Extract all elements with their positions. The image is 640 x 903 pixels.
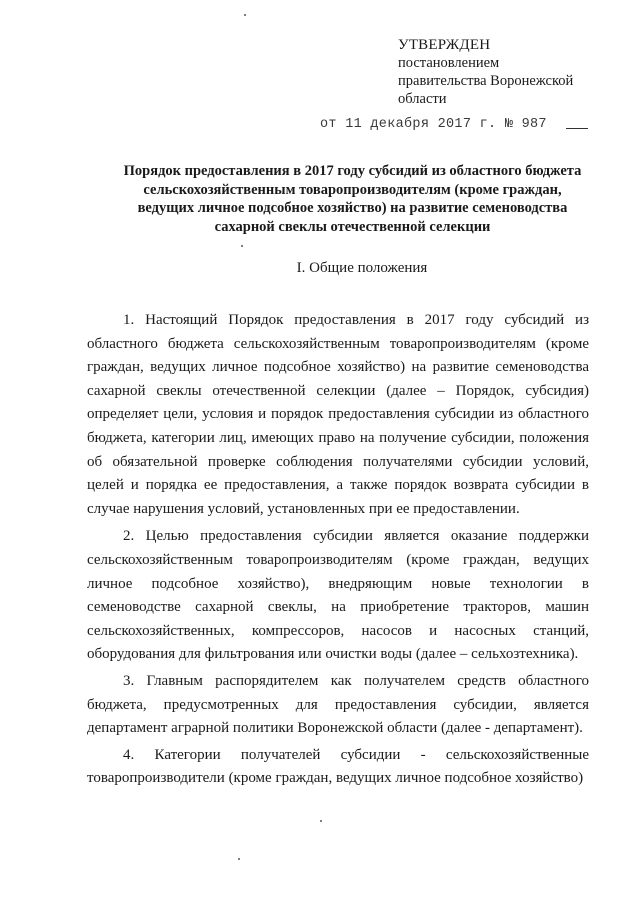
- scan-speck: [244, 14, 246, 16]
- approval-line-1: постановлением: [398, 55, 500, 71]
- scan-speck: [320, 820, 322, 822]
- paragraph-4: 4. Категории получателей субсидии - сельскохозяйственные товаропроизводители (кроме граждан, ведущих личное подсобное хозяйство): [87, 746, 589, 787]
- document-body: [87, 309, 589, 794]
- paragraph-3: 3. Главным распорядителем как получателем средств областного бюджета, предусмотренных для предоставления субсидии, является департамент аграрной политики Воронежской области (далее - департамент).: [87, 672, 589, 737]
- paragraph-1: 1. Настоящий Порядок предоставления в 2017 году субсидий из областного бюджета сельскохозяйственным товаропроизводителям (кроме граждан, ведущих личное подсобное хозяйство) на развитие семеноводства сахарной свеклы отечественной селекции (далее – Порядок, субсидия) определяет цели, условия и порядок предоставления субсидии из областного бюджета, категории лиц, имеющих право на получение субсидии, положения об обязательной проверке соблюдения получателями субсидии условий, целей и порядка ее предоставления, а также порядок возврата субсидии в случае нарушения условий, установленных при ее предоставлении.: [87, 312, 589, 517]
- approval-line-2: правительства Воронежской: [398, 73, 574, 89]
- approval-line-3: области: [398, 91, 447, 107]
- date-underline: [566, 128, 588, 129]
- approval-stamp: [320, 36, 628, 132]
- approval-date: от 11 декабря 2017 г. № 987: [320, 117, 547, 132]
- approval-title: УТВЕРЖДЕН: [398, 37, 491, 53]
- document-title: Порядок предоставления в 2017 году субсидий из областного бюджета сельскохозяйственным товаропроизводителям (кроме граждан, ведущих личное подсобное хозяйство) на развитие семеноводства сахарной свеклы отечественной селекции: [123, 163, 582, 235]
- section-heading: I. Общие положения: [296, 260, 428, 276]
- scan-speck: [241, 245, 243, 247]
- scan-speck: [238, 858, 240, 860]
- paragraph-2: 2. Целью предоставления субсидии является оказание поддержки сельскохозяйственным товаропроизводителям (кроме граждан, ведущих личное подсобное хозяйство), внедряющим новые технологии в семеноводстве сахарной свеклы, на приобретение тракторов, машин сельскохозяйственных, компрессоров, насосов и насосных станций, оборудования для фильтрования или очистки воды (далее – сельхозтехника).: [87, 528, 589, 663]
